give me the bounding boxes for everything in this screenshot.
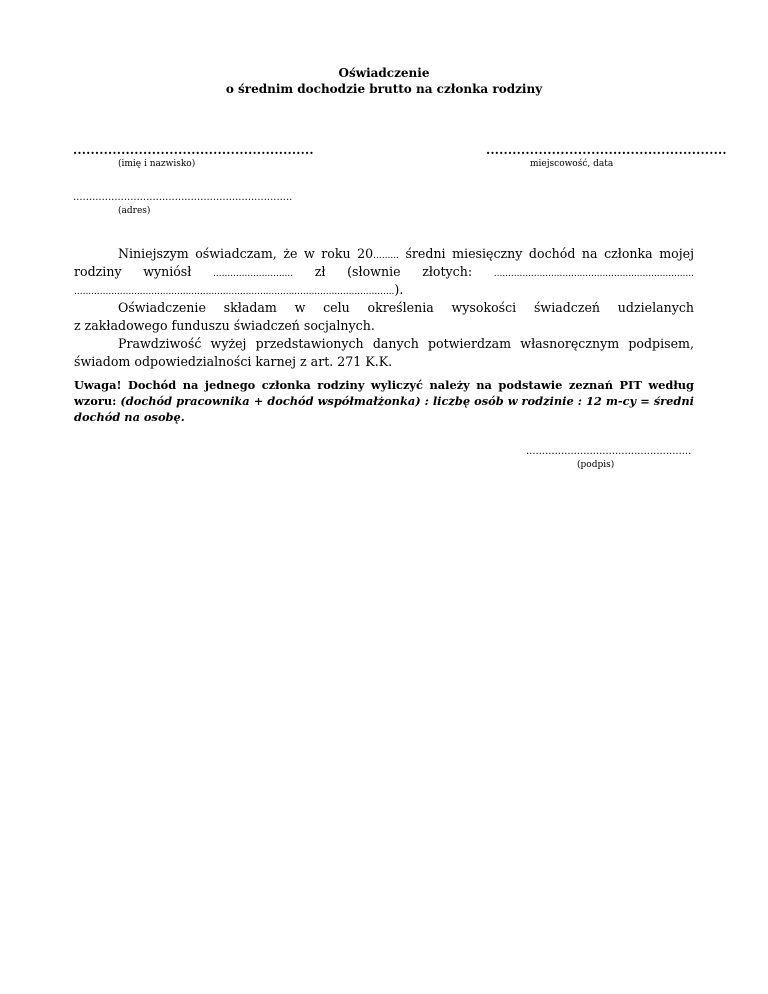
truth-line-2: świadom odpowiedzialności karnej z art. 271 K.K. xyxy=(74,354,393,369)
document-title: Oświadczenie xyxy=(338,66,430,80)
formula-text: (dochód pracownika + dochód współmałżonka) : liczbę osób w rodzinie : 12 m-cy = średni xyxy=(120,394,694,408)
truth-line-1: Prawdziwość wyżej przedstawionych danych potwierdzam własnoręcznym podpisem, xyxy=(118,336,694,351)
note-line-2: wzoru: (dochód pracownika + dochód współmałżonka) : liczbę osób w rodzinie : 12 m-cy = średni xyxy=(74,394,694,408)
declaration-line-1: Niniejszym oświadczam, że w roku 20......... średni miesięczny dochód na członka mojej xyxy=(118,246,694,261)
declaration-body xyxy=(74,245,694,371)
name-caption: (imię i nazwisko) xyxy=(118,159,196,169)
declaration-line-2: rodziny wyniósł ............................ zł (słownie złotych: ...................................................................... xyxy=(74,264,694,279)
place-date-caption: miejscowość, data xyxy=(530,159,614,169)
address-field-line: ..................................................................... xyxy=(73,192,293,203)
address-caption: (adres) xyxy=(118,206,151,216)
note-line-1: Uwaga! Dochód na jednego członka rodziny wyliczyć należy na podstawie zeznań PIT według xyxy=(74,378,694,392)
declaration-line-3: ................................................................................................................). xyxy=(74,282,404,297)
name-field-line: ....................................................... xyxy=(73,143,314,157)
note-line-3: dochód na osobę. xyxy=(74,410,185,424)
purpose-line-1: Oświadczenie składam w celu określenia wysokości świadczeń udzielanych xyxy=(118,300,694,315)
place-date-field-line: ....................................................... xyxy=(486,143,727,157)
signature-caption: (podpis) xyxy=(577,460,615,470)
document-subtitle: o średnim dochodzie brutto na członka rodziny xyxy=(225,82,543,96)
purpose-line-2: z zakładowego funduszu świadczeń socjalnych. xyxy=(74,318,375,333)
signature-line: .................................................... xyxy=(526,446,692,457)
note-block xyxy=(74,377,694,425)
